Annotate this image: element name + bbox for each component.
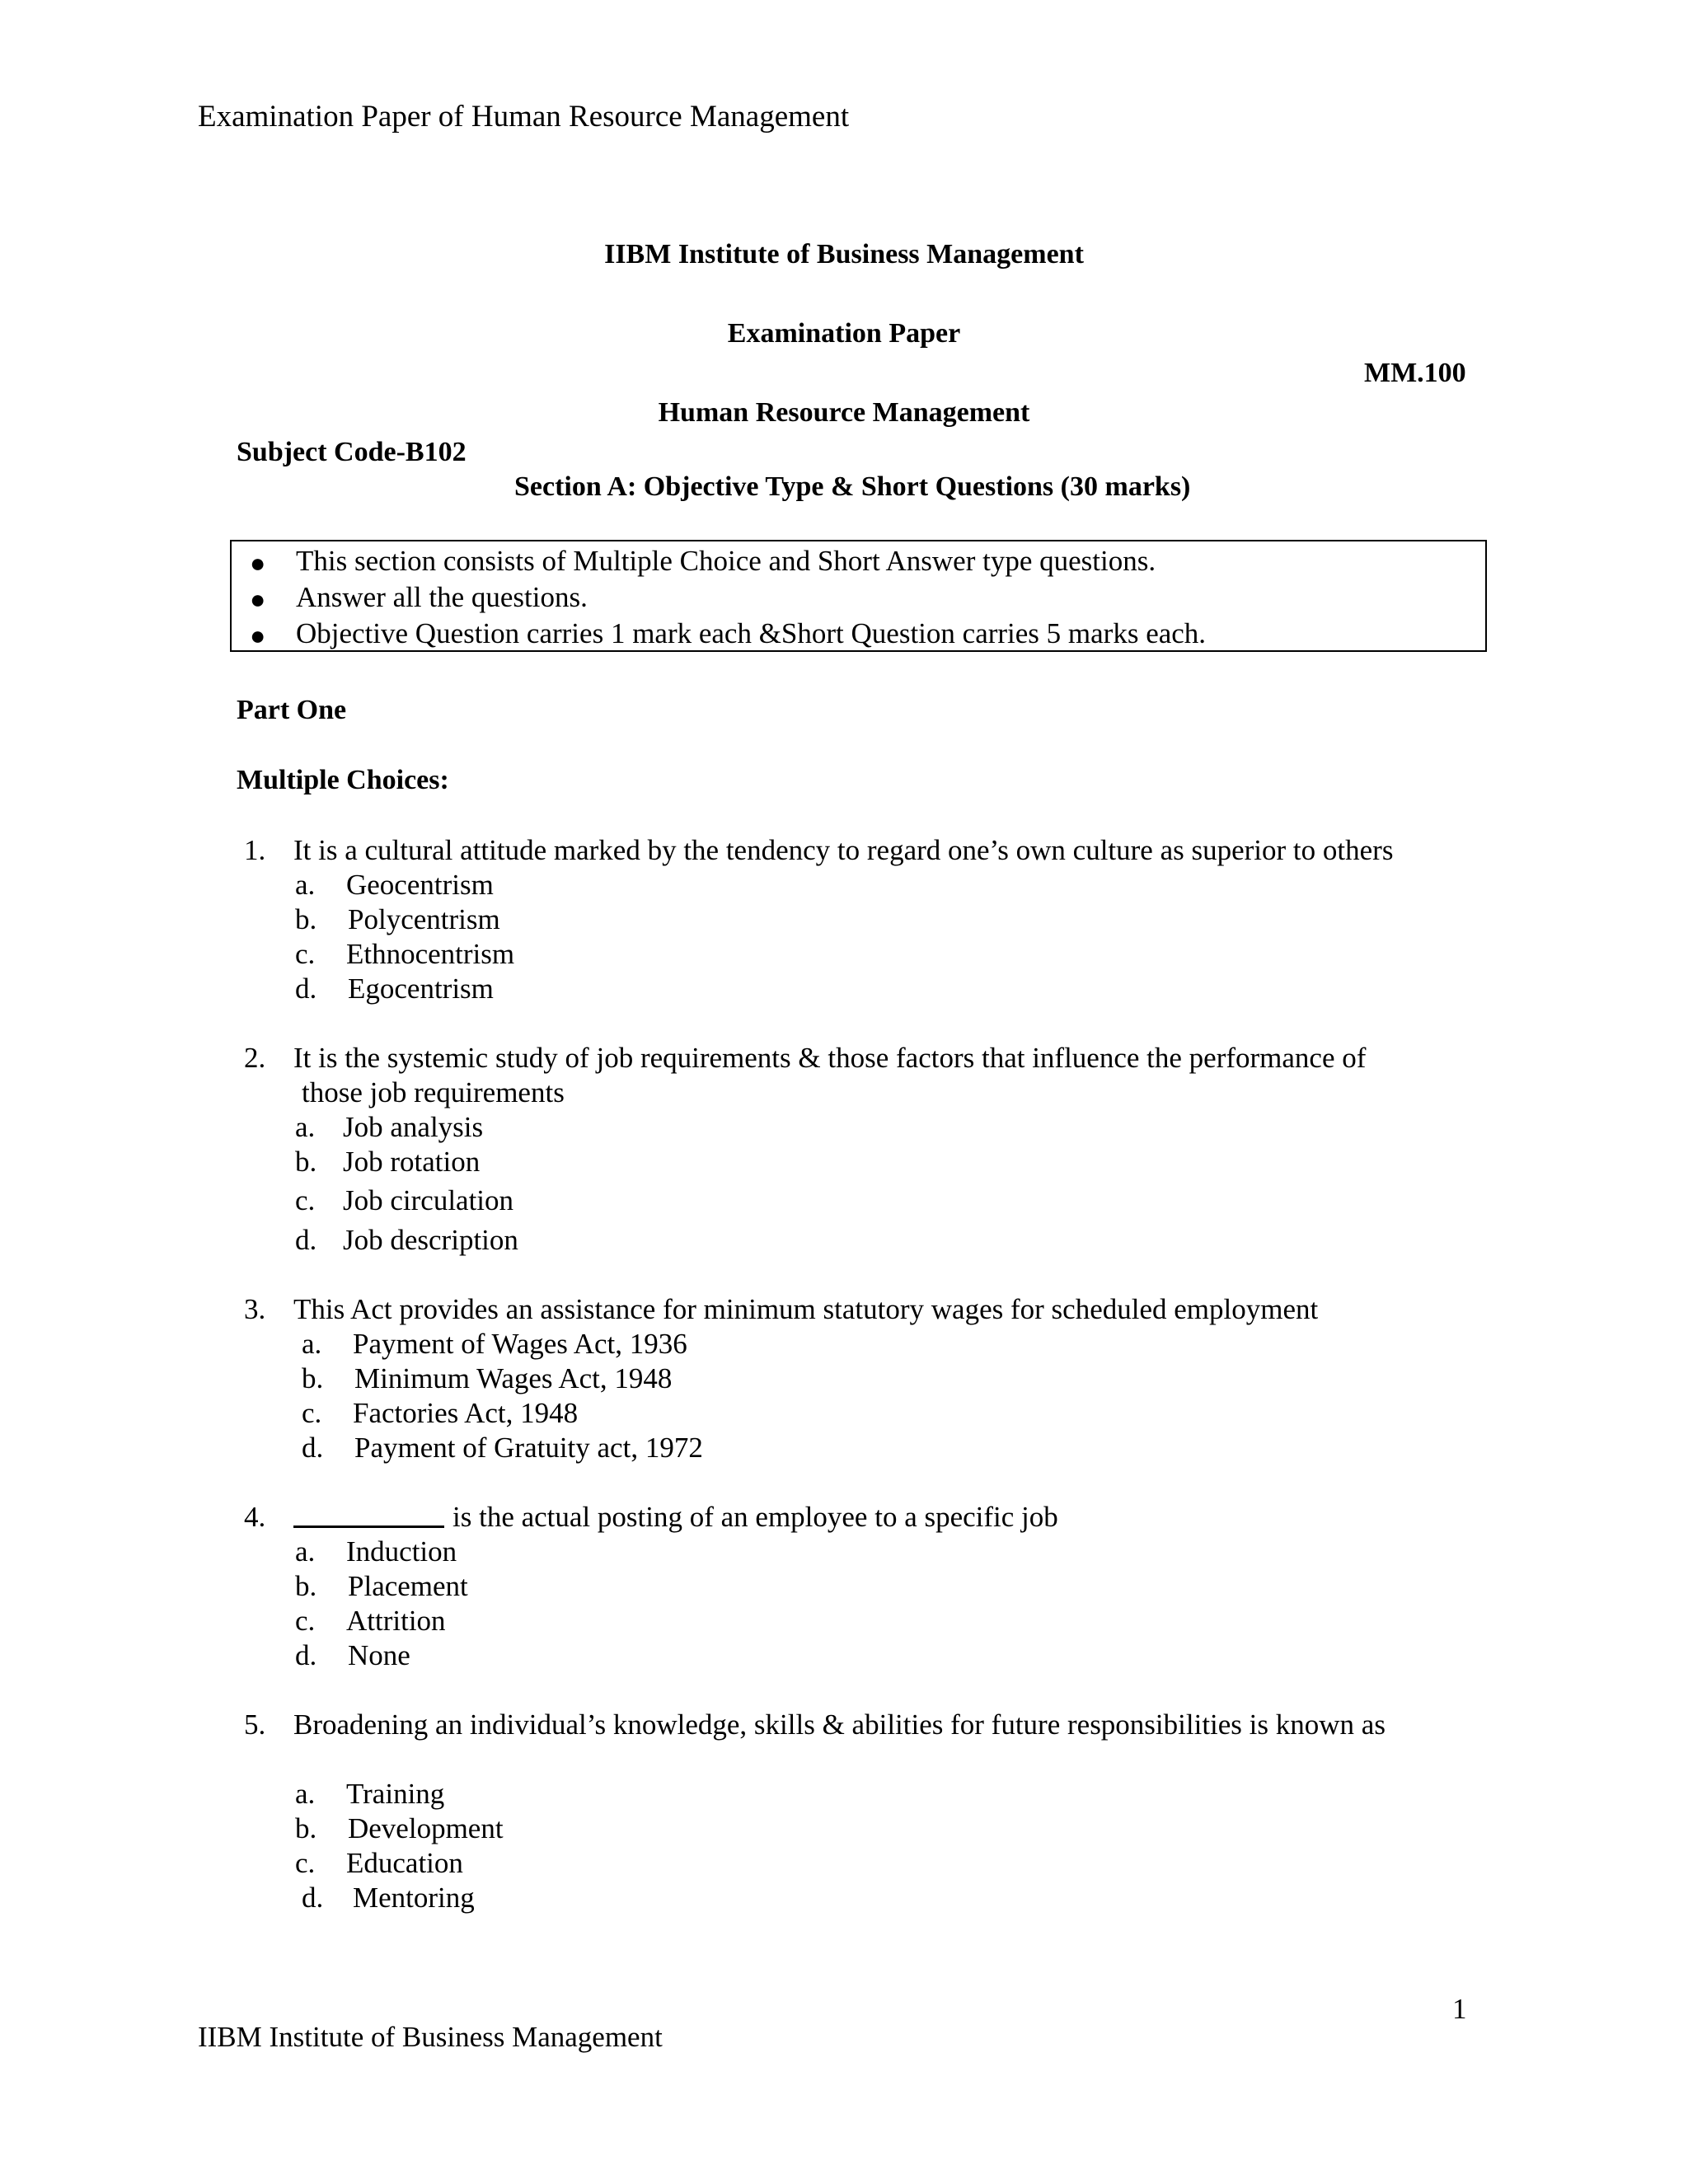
option-text: Ethnocentrism [346,938,515,970]
max-marks: MM.100 [1364,358,1466,388]
option-letter: c. [295,1847,316,1879]
option-text: Polycentrism [348,903,500,935]
instruction-item: Objective Question carries 1 mark each &Short Question carries 5 marks each. [296,617,1207,649]
option-text: Placement [348,1570,468,1602]
option-text: Attrition [346,1605,446,1637]
page-number: 1 [1452,1993,1467,2025]
question-number: 5. [244,1708,266,1741]
question-text-continued: those job requirements [302,1076,565,1108]
option-letter: c. [295,1605,316,1637]
option-letter: d. [295,1639,317,1671]
option-letter: d. [302,1432,324,1464]
option-text: None [348,1639,410,1671]
question-text: This Act provides an assistance for minimum statutory wages for scheduled employment [293,1293,1319,1325]
option-letter: c. [295,1184,316,1216]
option-letter: b. [295,903,317,935]
question-text: Broadening an individual’s knowledge, skills & abilities for future responsibilities is known as [293,1708,1386,1741]
option-letter: b. [295,1146,317,1178]
multiple-choice-label: Multiple Choices: [237,765,449,795]
option-text: Payment of Wages Act, 1936 [353,1328,687,1360]
question-text: It is the systemic study of job requirements & those factors that influence the performance of [293,1042,1367,1074]
option-letter: c. [302,1397,322,1429]
bullet-icon: ● [250,548,266,578]
option-letter: d. [295,972,317,1005]
option-text: Job rotation [343,1146,481,1178]
option-letter: a. [295,1111,316,1143]
option-text: Minimum Wages Act, 1948 [354,1362,673,1394]
option-text: Mentoring [353,1882,475,1914]
page-footer: IIBM Institute of Business Management [198,2021,663,2053]
option-letter: d. [302,1882,324,1914]
option-letter: b. [295,1812,317,1844]
option-text: Training [346,1778,445,1810]
institute-title: IIBM Institute of Business Management [604,239,1084,269]
option-letter: a. [295,869,316,901]
option-text: Egocentrism [348,972,494,1005]
instruction-item: This section consists of Multiple Choice and Short Answer type questions. [296,545,1156,577]
instructions-box [230,540,1487,652]
option-letter: b. [295,1570,317,1602]
page-header-title: Examination Paper of Human Resource Management [198,100,850,134]
option-text: Job analysis [343,1111,484,1143]
question-number: 4. [244,1501,266,1533]
question-number: 3. [244,1293,266,1325]
section-title: Section A: Objective Type & Short Questions (30 marks) [514,471,1191,502]
fill-in-blank [293,1501,444,1535]
option-text: Education [346,1847,463,1879]
option-text: Payment of Gratuity act, 1972 [354,1432,703,1464]
option-letter: a. [295,1778,316,1810]
option-text: Induction [346,1535,457,1568]
option-letter: c. [295,938,316,970]
bullet-icon: ● [250,621,266,650]
answer-blank [293,1501,444,1528]
bullet-icon: ● [250,584,266,614]
question-text: It is a cultural attitude marked by the tendency to regard one’s own culture as superior to others [293,834,1394,866]
subject-code: Subject Code-B102 [237,437,467,467]
option-text: Job description [343,1224,518,1256]
instruction-item: Answer all the questions. [296,581,588,613]
subject-title: Human Resource Management [658,397,1030,428]
option-letter: a. [295,1535,316,1568]
option-letter: d. [295,1224,317,1256]
question-number: 1. [244,834,266,866]
option-text: Development [348,1812,504,1844]
question-text: is the actual posting of an employee to a specific job [452,1501,1058,1533]
option-text: Job circulation [343,1184,514,1216]
paper-title: Examination Paper [727,318,961,349]
option-text: Factories Act, 1948 [353,1397,579,1429]
question-number: 2. [244,1042,266,1074]
option-letter: b. [302,1362,324,1394]
part-label: Part One [237,695,347,725]
option-text: Geocentrism [346,869,494,901]
option-letter: a. [302,1328,322,1360]
